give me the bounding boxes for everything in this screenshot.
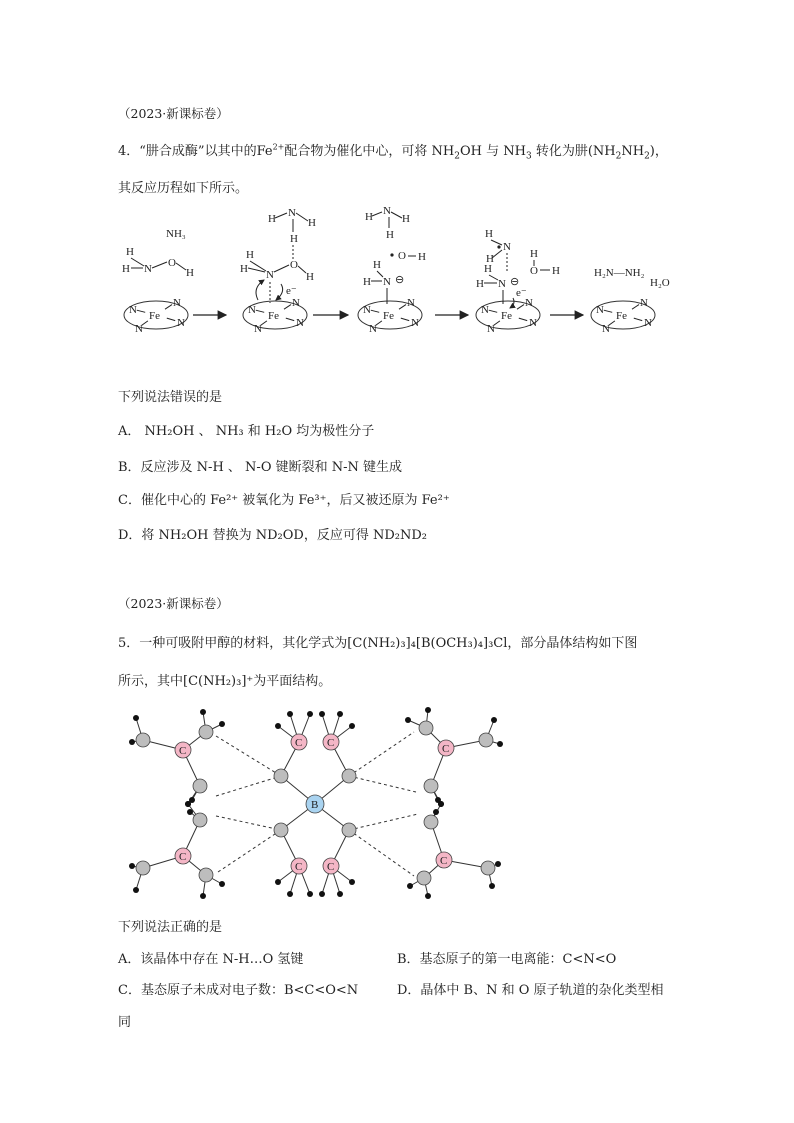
q4-source: （2023·新课标卷） (118, 106, 229, 121)
h-atom (185, 801, 191, 807)
svg-text:H: H (240, 263, 248, 275)
h-atom (200, 709, 206, 715)
n-atom (199, 725, 213, 739)
q5-option-b[interactable]: B．基态原子的第一电离能：C<N<O (397, 952, 617, 967)
h-atom (337, 711, 343, 717)
n-atom-label: N (248, 304, 256, 316)
svg-text:H: H (186, 267, 194, 279)
n-atom-label: N (411, 317, 419, 329)
n-atom-label: N (644, 317, 652, 329)
o-atom (342, 823, 356, 837)
n-atom (424, 815, 438, 829)
c-atom-label: C (179, 851, 187, 863)
n-atom-label: N (292, 297, 300, 309)
svg-text:⊖: ⊖ (395, 274, 405, 286)
svg-text:N: N (498, 278, 506, 290)
n-atom (419, 721, 433, 735)
h-atom (489, 883, 495, 889)
svg-text:O: O (530, 265, 538, 277)
n-atom (193, 813, 207, 827)
svg-text:NH₃: NH₃ (166, 228, 186, 240)
h-atom (287, 711, 293, 717)
svg-text:⊖: ⊖ (510, 276, 520, 288)
h-atom (129, 739, 135, 745)
q5-option-d-cont: 同 (118, 1015, 132, 1030)
svg-text:H: H (268, 213, 276, 225)
svg-text:H: H (126, 246, 134, 258)
h-atom (219, 881, 225, 887)
svg-text:N: N (288, 207, 296, 219)
n-atom (199, 868, 213, 882)
svg-text:N: N (383, 276, 391, 288)
svg-text:N: N (144, 263, 152, 275)
q4-number: 4． (118, 144, 140, 159)
n-atom-label: N (640, 297, 648, 309)
n-atom-label: N (296, 317, 304, 329)
q5-option-d[interactable]: D．晶体中 B、N 和 O 原子轨道的杂化类型相 (397, 983, 664, 998)
h-atom (200, 893, 206, 899)
h-atom (405, 717, 411, 723)
fe-atom-label: Fe (501, 310, 512, 322)
n-atom (193, 779, 207, 793)
n-atom-label: N (363, 304, 371, 316)
q5-option-a[interactable]: A．该晶体中存在 N-H…O 氢键 (118, 952, 304, 967)
q5-number: 5． (118, 636, 140, 651)
h-atom (425, 893, 431, 899)
h-atom (407, 883, 413, 889)
svg-text:H: H (373, 259, 381, 271)
h-atom (497, 741, 503, 747)
q5-cation-formula: [C(NH₂)₃]⁺ (183, 674, 254, 689)
q5-formula: [C(NH₂)₃]₄[B(OCH₃)₄]₃Cl (347, 636, 508, 651)
n-atom-label: N (177, 317, 185, 329)
c-atom-label: C (295, 737, 303, 749)
h-atom (307, 891, 313, 897)
svg-text:H: H (365, 211, 373, 223)
svg-text:H₂O: H₂O (650, 277, 670, 289)
q4-option-b[interactable]: B．反应涉及 N-H 、 N-O 键断裂和 N-N 键生成 (118, 460, 403, 475)
n-atom-label: N (135, 323, 143, 335)
h-atom (187, 809, 193, 815)
c-atom-label: C (295, 861, 303, 873)
q4-option-d[interactable]: D．将 NH₂OH 替换为 ND₂OD，反应可得 ND₂ND₂ (118, 528, 427, 543)
o-atom (274, 823, 288, 837)
q5-source: （2023·新课标卷） (118, 596, 229, 611)
q5-stem: 5．一种可吸附甲醇的材料，其化学式为[C(NH₂)₃]₄[B(OCH₃)₄]₃Cl，部分晶体结构如下图 (118, 636, 638, 651)
svg-text:H: H (552, 265, 560, 277)
h-atom (433, 809, 439, 815)
svg-text:H: H (363, 276, 371, 288)
h-atom (275, 879, 281, 885)
svg-text:H: H (122, 263, 130, 275)
svg-text:H₂N—NH₂: H₂N—NH₂ (594, 267, 645, 279)
h-atom (129, 863, 135, 869)
n-atom (417, 871, 431, 885)
n-atom-label: N (596, 304, 604, 316)
n-atom-label: N (369, 323, 377, 335)
svg-text:H: H (306, 271, 314, 283)
svg-text:H: H (290, 233, 298, 245)
svg-text:H: H (486, 253, 494, 265)
n-atom (136, 733, 150, 747)
svg-text:H: H (402, 213, 410, 225)
n-atom (136, 861, 150, 875)
n-atom-label: N (602, 323, 610, 335)
q4-option-c[interactable]: C．催化中心的 Fe²⁺ 被氧化为 Fe³⁺，后又被还原为 Fe²⁺ (118, 493, 450, 508)
n-atom-label: N (173, 297, 181, 309)
n-atom (481, 861, 495, 875)
h-atom (319, 711, 325, 717)
n-atom (479, 733, 493, 747)
h-atom (275, 723, 281, 729)
n-atom (424, 779, 438, 793)
q4-reaction-diagram (118, 200, 678, 350)
svg-text:H: H (485, 228, 493, 240)
q5-question: 下列说法正确的是 (118, 920, 223, 935)
n-atom-label: N (487, 323, 495, 335)
n-atom-label: N (481, 304, 489, 316)
h-atom (425, 707, 431, 713)
h-atom (287, 891, 293, 897)
o-atom (274, 769, 288, 783)
h-atom (337, 891, 343, 897)
svg-text:N: N (503, 241, 511, 253)
q5-crystal-diagram (118, 700, 518, 900)
fe-atom-label: Fe (268, 310, 279, 322)
svg-text:H: H (308, 217, 316, 229)
n-atom-label: N (129, 304, 137, 316)
svg-text:O: O (290, 259, 298, 271)
svg-text:H: H (484, 263, 492, 275)
q4-option-a[interactable]: A． NH₂OH 、 NH₃ 和 H₂O 均为极性分子 (118, 424, 375, 439)
b-atom-label: B (311, 799, 319, 811)
n-atom-label: N (525, 297, 533, 309)
q4-stem: 4．“肼合成酶”以其中的$Fe^{2+}$配合物为催化中心，可将 $NH_2OH$ 与 $NH_3$ 转化为肼$(NH_2NH_2)$， (118, 142, 668, 162)
n-atom-label: N (407, 297, 415, 309)
c-atom-label: C (179, 745, 187, 757)
n-atom-label: N (254, 323, 262, 335)
svg-text:e⁻: e⁻ (286, 285, 297, 297)
svg-text:O: O (168, 257, 176, 269)
h-atom (438, 801, 444, 807)
n-atom-label: N (529, 317, 537, 329)
svg-text:H: H (530, 248, 538, 260)
h-atom (491, 717, 497, 723)
h-atom (307, 711, 313, 717)
svg-text:H: H (246, 249, 254, 261)
svg-text:N: N (266, 269, 274, 281)
h-atom (495, 861, 501, 867)
h-atom (349, 879, 355, 885)
svg-text:O: O (398, 250, 406, 262)
fe-atom-label: Fe (616, 310, 627, 322)
svg-text:H: H (418, 251, 426, 263)
svg-text:N: N (383, 205, 391, 217)
c-atom-label: C (327, 737, 335, 749)
h-atom (349, 723, 355, 729)
fe-atom-label: Fe (383, 310, 394, 322)
h-atom (133, 887, 139, 893)
h-atom (133, 715, 139, 721)
svg-text:H: H (476, 278, 484, 290)
o-atom (342, 769, 356, 783)
q4-question: 下列说法错误的是 (118, 390, 223, 405)
q4-stem-line2: 其反应历程如下所示。 (118, 181, 249, 196)
c-atom-label: C (442, 743, 450, 755)
c-atom-label: C (440, 855, 448, 867)
c-atom-label: C (327, 861, 335, 873)
svg-text:e⁻: e⁻ (516, 287, 527, 299)
svg-text:H: H (386, 229, 394, 241)
fe-atom-label: Fe (149, 310, 160, 322)
h-atom (319, 891, 325, 897)
q5-option-c[interactable]: C．基态原子未成对电子数：B<C<O<N (118, 983, 359, 998)
h-atom (219, 721, 225, 727)
q5-stem-line2: 所示，其中[C(NH₂)₃]⁺为平面结构。 (118, 674, 332, 689)
